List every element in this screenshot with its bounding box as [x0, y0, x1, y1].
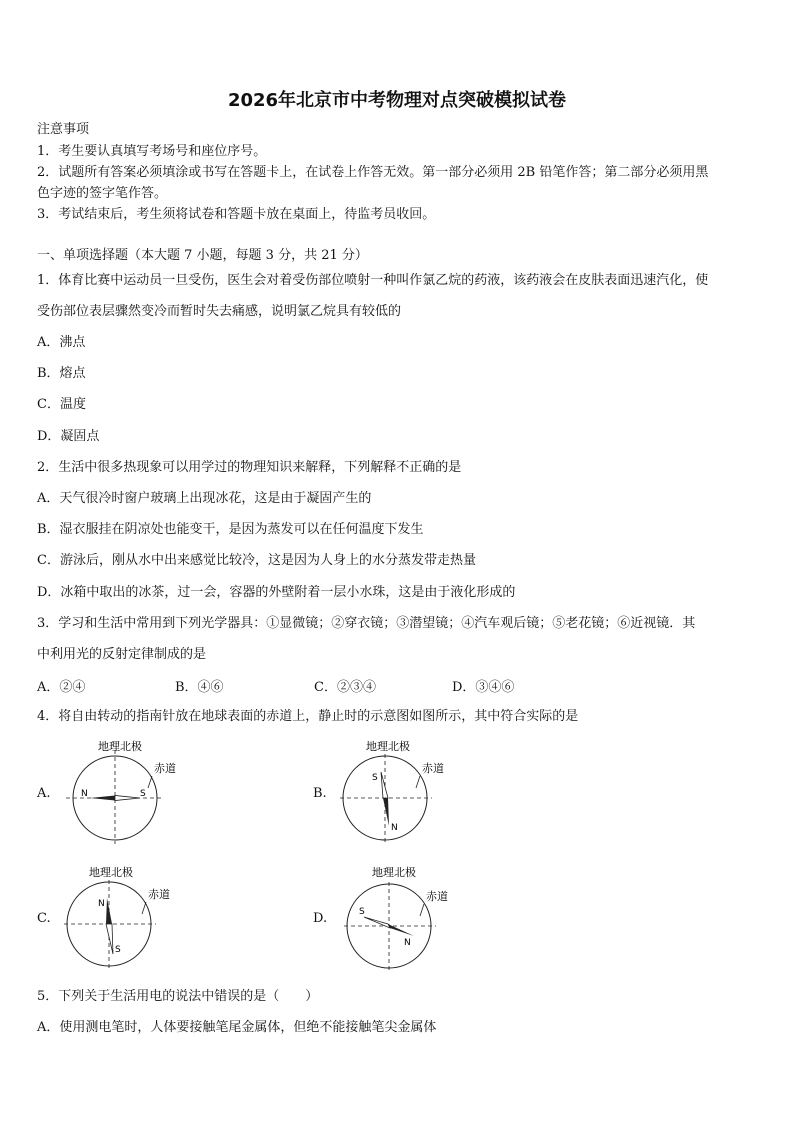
answer-option: D．③④⑥: [452, 680, 515, 695]
equator-label: 赤道: [426, 890, 448, 903]
notes-heading: 注意事项: [37, 122, 90, 137]
compass-diagram-a: [62, 736, 192, 846]
note-item: 1．考生要认真填写考场号和座位序号。: [37, 144, 267, 159]
question-stem: 中利用光的反射定律制成的是: [37, 647, 207, 662]
compass-diagram-c: [62, 862, 192, 972]
note-item: 色字迹的签字笔作答。: [37, 186, 168, 201]
equator-label: 赤道: [422, 762, 444, 775]
answer-option: B．湿衣服挂在阴凉处也能变干，是因为蒸发可以在任何温度下发生: [37, 522, 424, 537]
figure-label: C.: [37, 911, 51, 926]
page-title: 2026年北京市中考物理对点突破模拟试卷: [227, 90, 567, 111]
question-stem: 5．下列关于生活用电的说法中错误的是（ ）: [37, 989, 319, 1004]
equator-label: 赤道: [148, 888, 170, 901]
answer-option: D．凝固点: [37, 429, 100, 444]
answer-option: A．②④: [37, 680, 86, 695]
compass-diagram-d: [338, 862, 468, 972]
needle-n-label: N: [98, 899, 105, 909]
compass-diagram-b: [338, 736, 468, 846]
figure-label: D.: [313, 911, 328, 926]
section-heading: 一、单项选择题（本大题 7 小题，每题 3 分，共 21 分）: [37, 248, 368, 263]
answer-option: B．④⑥: [175, 680, 224, 695]
answer-option: A．沸点: [37, 335, 86, 350]
north-pole-label: 地理北极: [89, 866, 133, 879]
needle-n-label: N: [391, 823, 398, 833]
question-stem: 3．学习和生活中常用到下列光学器具：①显微镜；②穿衣镜；③潜望镜；④汽车观后镜；⑤老花镜；⑥近视镜．其: [37, 616, 696, 631]
answer-option: C．②③④: [314, 680, 376, 695]
figure-label: A.: [37, 786, 51, 801]
needle-s-label: S: [372, 773, 378, 783]
needle-s-label: S: [115, 945, 121, 955]
answer-option: A．天气很冷时窗户玻璃上出现冰花，这是由于凝固产生的: [37, 491, 372, 506]
answer-option: C．温度: [37, 397, 86, 412]
note-item: 2．试题所有答案必须填涂或书写在答题卡上，在试卷上作答无效。第一部分必须用 2B 铅笔作答；第二部分必须用黑: [37, 165, 709, 180]
needle-n-label: N: [404, 938, 411, 948]
answer-option: B．熔点: [37, 366, 86, 381]
north-pole-label: 地理北极: [366, 740, 410, 753]
needle-s-label: S: [359, 907, 365, 917]
north-pole-label: 地理北极: [372, 866, 416, 879]
answer-option: A．使用测电笔时，人体要接触笔尾金属体，但绝不能接触笔尖金属体: [37, 1020, 437, 1035]
note-item: 3．考试结束后，考生须将试卷和答题卡放在桌面上，待监考员收回。: [37, 207, 436, 222]
question-stem: 4．将自由转动的指南针放在地球表面的赤道上，静止时的示意图如图所示，其中符合实际的是: [37, 709, 579, 724]
question-stem: 2．生活中很多热现象可以用学过的物理知识来解释，下列解释不正确的是: [37, 460, 462, 475]
answer-option: D．冰箱中取出的冰茶，过一会，容器的外壁附着一层小水珠，这是由于液化形成的: [37, 585, 516, 600]
needle-s-label: S: [140, 789, 146, 799]
question-stem: 1．体育比赛中运动员一旦受伤，医生会对着受伤部位喷射一种叫作氯乙烷的药液，该药液会在皮肤表面迅速汽化，使: [37, 273, 709, 288]
equator-label: 赤道: [154, 762, 176, 775]
question-stem: 受伤部位表层骤然变冷而暂时失去痛感，说明氯乙烷具有较低的: [37, 304, 402, 319]
needle-n-label: N: [81, 789, 88, 799]
north-pole-label: 地理北极: [98, 740, 142, 753]
figure-label: B.: [313, 786, 327, 801]
answer-option: C．游泳后，刚从水中出来感觉比较冷，这是因为人身上的水分蒸发带走热量: [37, 553, 476, 568]
